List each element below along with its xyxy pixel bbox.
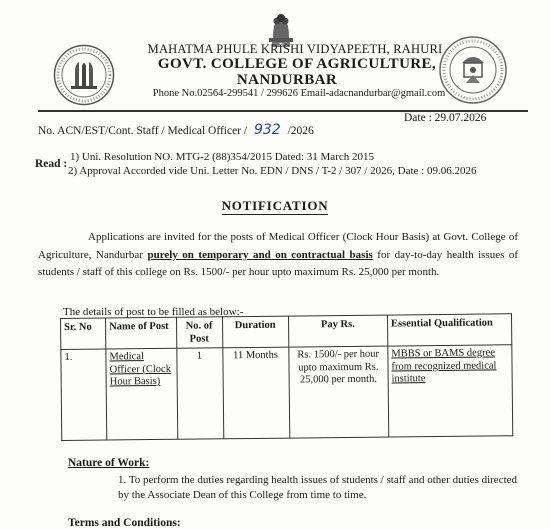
table-row [61, 345, 513, 441]
read-item-1: 1) Uni. Resolution NO. MTG-2 (88)354/2015 Dated: 31 March 2015 [70, 151, 374, 163]
col-post-count: No. of Post [176, 317, 222, 348]
table-header-row [61, 314, 512, 350]
col-post-name: Name of Post [106, 317, 177, 349]
contact-line: Phone No.02564-299541 / 299626 Email-adacnandurbar@gmail.com [152, 88, 446, 99]
college-place: NANDURBAR [236, 72, 338, 88]
para-emphasis: purely on temporary and on contractual basis [147, 248, 373, 261]
col-duration: Duration [222, 316, 288, 348]
notification-title [0, 198, 550, 214]
para-end: for day-to-day health issues of students / staff of this college on Rs. 1500/- per hour upto maximum Rs. 25,000 per month. [38, 248, 519, 278]
cell-post: Medical Officer (Clock Hour Basis) [106, 348, 177, 440]
university-name: MAHATMA PHULE KRISHI VIDYAPEETH, RAHURI [147, 42, 443, 56]
handwritten-number: 932 [253, 122, 281, 138]
cell-count: 1 [176, 348, 223, 439]
cell-duration: 11 Months [222, 347, 289, 439]
cell-qualification: MBBS or BAMS degree from recognized medical institute [388, 345, 513, 437]
notification-title-text: NOTIFICATION [221, 198, 329, 213]
posts-table [60, 313, 513, 441]
duty-number: 1. [118, 474, 127, 486]
cell-pay: Rs. 1500/- per hour upto maximum Rs. 25,000 per month. [288, 346, 388, 438]
reference-prefix: No. ACN/EST/Cont. Staff / Medical Officer / [38, 125, 248, 137]
para-start: Applications are invited for the posts of Medical Officer (Clock Hour Basis) at Govt. College of Agriculture, Nandurbar [38, 231, 518, 261]
notification-paragraph [38, 229, 518, 282]
college-name: GOVT. COLLEGE OF AGRICULTURE, [157, 56, 437, 72]
cell-sr: 1. [61, 349, 107, 440]
reference-number [38, 122, 314, 138]
reference-year: /2026 [287, 125, 314, 137]
col-sr-no: Sr. No [61, 318, 106, 349]
nature-of-work-heading: Nature of Work: [68, 457, 150, 469]
read-label: Read : [35, 158, 68, 170]
details-intro: The details of post to be filled as below:- [63, 306, 244, 318]
document-date: Date : 29.07.2026 [404, 112, 487, 124]
duty-text: To perform the duties regarding health issues of students / staff and other duties directed by the Associate Dean of this College from time to time. [118, 474, 518, 501]
read-item-2: 2) Approval Accorded vide Uni. Letter No. EDN / DNS / T-2 / 307 / 2026, Date : 09.06.2026 [68, 165, 477, 177]
terms-heading: Terms and Conditions: [68, 517, 181, 529]
col-qualification: Essential Qualification [387, 314, 511, 346]
duty-item [118, 473, 518, 503]
col-pay: Pay Rs. [288, 315, 388, 347]
